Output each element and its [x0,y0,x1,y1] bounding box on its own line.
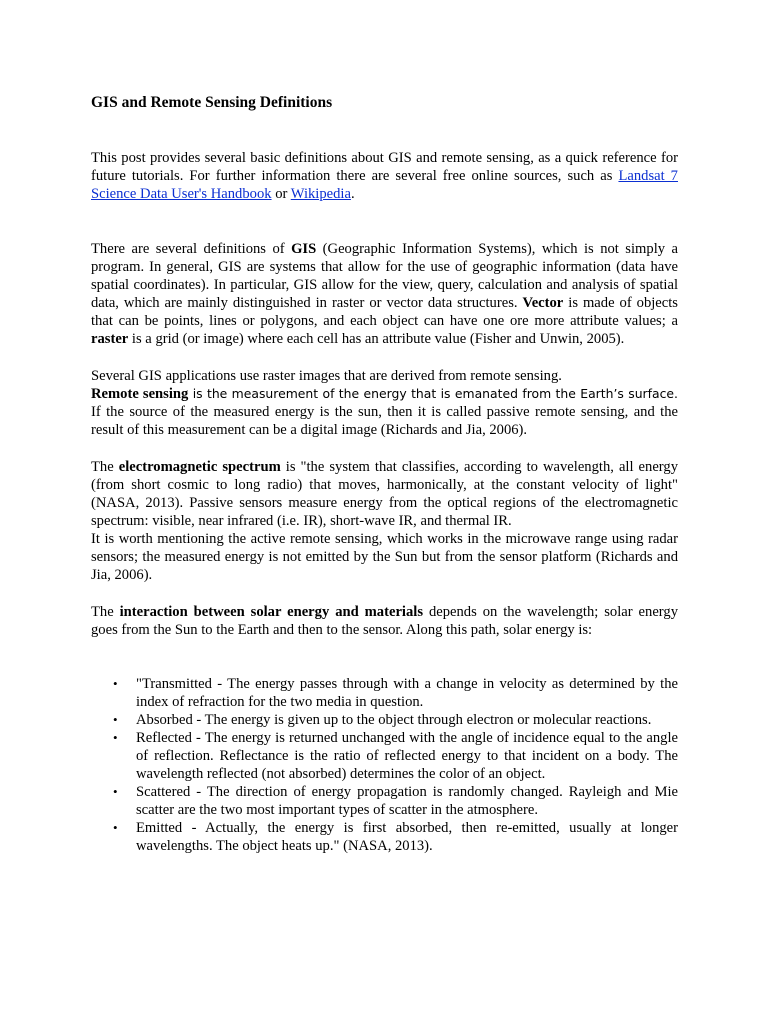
bullet-icon: • [113,820,118,835]
raster-term: raster [91,331,129,347]
list-item-text: Reflected - The energy is returned unchanged with the angle of incidence equal to the angle of reflection. Reflectance is the ratio of reflected energy to that incident on a body. The wavelength reflected (not absorbed) determines the color of an object. [136,730,678,782]
list-item-text: Absorbed - The energy is given up to the object through electron or molecular reactions. [136,712,652,728]
bullet-icon: • [113,784,118,799]
active-sensing-paragraph: It is worth mentioning the active remote sensing, which works in the microwave range using radar sensors; the measured energy is not emitted by the Sun but from the sensor platform (Richards and Jia, 2006). [91,531,678,583]
list-item-reflected [91,729,678,783]
list-item-scattered [91,783,678,819]
interaction-text-2: depends on the wavelength; solar energy goes from the Sun to the Earth and then to the sensor. Along this path, solar energy is: [91,604,678,638]
bullet-icon: • [113,676,118,691]
list-item-transmitted [91,675,678,711]
interaction-term: interaction between solar energy and materials [119,604,424,620]
page-title: GIS and Remote Sensing Definitions [91,94,333,111]
remote-sensing-text: If the source of the measured energy is the sun, then it is called passive remote sensing, and the result of this measurement can be a digital image (Richards and Jia, 2006). [91,404,678,438]
bullet-icon: • [113,730,118,745]
list-item-text: Emitted - Actually, the energy is first absorbed, then re-emitted, usually at longer wavelengths. The object heats up." (NASA, 2013). [136,820,678,854]
spectrum-text-1: The [91,459,119,475]
list-item-text: Scattered - The direction of energy propagation is randomly changed. Rayleigh and Mie scatter are the two most important types of scatter in the atmosphere. [136,784,678,818]
vector-term: Vector [522,295,564,311]
remote-sensing-definition: is the measurement of the energy that is emanated from the Earth’s surface. [188,386,678,401]
gis-term: GIS [291,241,317,257]
energy-effects-list [91,675,678,855]
spectrum-text-2: is "the system that classifies, according to wavelength, all energy (from short cosmic to long radio) that moves, harmonically, at the constant velocity of light" (NASA, 2013). Passive sensors measure energy from the optical regions of the electromagnetic spectrum: visible, near infrared (i.e. IR), short-wave IR, and thermal IR. [91,459,679,529]
landsat-handbook-link[interactable]: Landsat 7 Science Data User's Handbook [91,168,678,202]
wikipedia-link[interactable]: Wikipedia [290,186,351,202]
list-item-absorbed [91,711,678,729]
intro-between: or [271,186,291,202]
remote-sensing-term: Remote sensing [91,386,189,402]
gis-paragraph [91,240,678,348]
intro-end: . [350,186,355,202]
gis-text-4: is a grid (or image) where each cell has an attribute value (Fisher and Unwin, 2005). [128,331,625,347]
intro-text: This post provides several basic definitions about GIS and remote sensing, as a quick reference for future tutorials. For further information there are several free online sources, such as [91,150,678,184]
remote-sensing-paragraph [91,385,678,439]
electromagnetic-spectrum-term: electromagnetic spectrum [118,459,281,475]
interaction-text-1: The [91,604,120,620]
intro-paragraph [91,149,678,203]
list-item-emitted [91,819,678,855]
spectrum-paragraph [91,458,678,530]
list-item-text: "Transmitted - The energy passes through with a change in velocity as determined by the index of refraction for the two media in question. [136,676,678,710]
document-page [91,94,678,855]
gis-text-3: is made of objects that can be points, lines or polygons, and each object can have one ore more attribute values; a [91,295,678,329]
gis-applications-line: Several GIS applications use raster images that are derived from remote sensing. [91,368,562,384]
gis-text-2: (Geographic Information Systems), which is not simply a program. In general, GIS are systems that allow for the use of geographic information (data have spatial coordinates). In particular, GIS allow for the view, query, calculation and analysis of spatial data, which are mainly distinguished in raster or vector data structures. [91,241,678,311]
gis-text-1: There are several definitions of [91,241,292,257]
interaction-paragraph [91,603,678,639]
bullet-icon: • [113,712,118,727]
